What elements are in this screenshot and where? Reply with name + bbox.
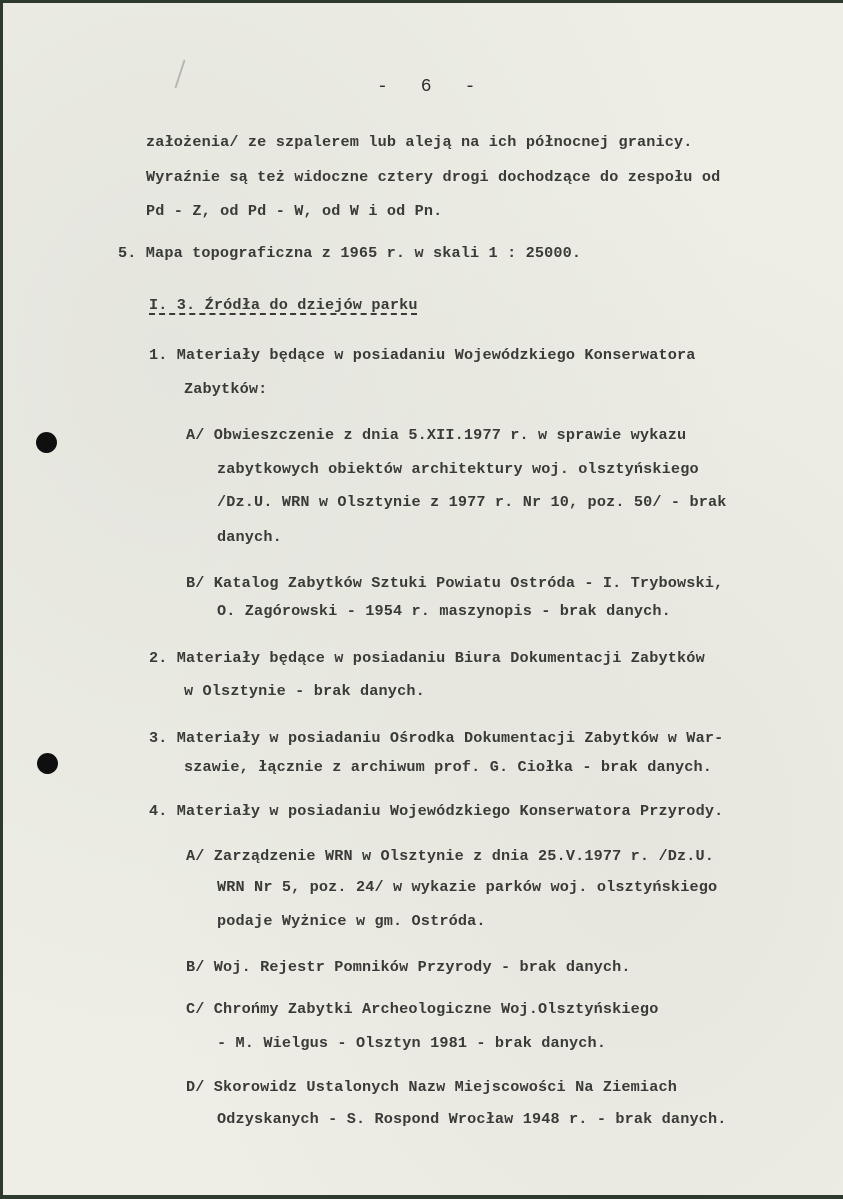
source-item-1a-cont: zabytkowych obiektów architektury woj. olsztyńskiego: [217, 460, 699, 478]
source-item-4d-cont: Odzyskanych - S. Rospond Wrocław 1948 r. - brak danych.: [217, 1110, 727, 1128]
source-item-4a: A/ Zarządzenie WRN w Olsztynie z dnia 25.V.1977 r. /Dz.U.: [186, 847, 715, 865]
page-number: - 6 -: [377, 77, 476, 97]
punch-hole-top: [36, 432, 57, 453]
source-item-1-cont: Zabytków:: [184, 380, 268, 398]
punch-hole-bottom: [37, 753, 58, 774]
text-line: założenia/ ze szpalerem lub aleją na ich północnej granicy.: [146, 133, 693, 151]
source-item-2-cont: w Olsztynie - brak danych.: [184, 682, 425, 700]
source-item-1a-cont: danych.: [217, 528, 282, 546]
source-item-2: 2. Materiały będące w posiadaniu Biura Dokumentacji Zabytków: [149, 649, 705, 667]
source-item-4: 4. Materiały w posiadaniu Wojewódzkiego Konserwatora Przyrody.: [149, 802, 724, 820]
source-item-3-cont: szawie, łącznie z archiwum prof. G. Ciołka - brak danych.: [184, 758, 713, 776]
source-item-3: 3. Materiały w posiadaniu Ośrodka Dokumentacji Zabytków w War-: [149, 729, 724, 747]
source-item-4d: D/ Skorowidz Ustalonych Nazw Miejscowości Na Ziemiach: [186, 1078, 677, 1096]
source-item-1a: A/ Obwieszczenie z dnia 5.XII.1977 r. w sprawie wykazu: [186, 426, 687, 444]
document-page: [3, 3, 843, 1195]
source-item-4c: C/ Chrońmy Zabytki Archeologiczne Woj.Olsztyńskiego: [186, 1000, 659, 1018]
source-item-1b: B/ Katalog Zabytków Sztuki Powiatu Ostróda - I. Trybowski,: [186, 574, 724, 592]
source-item-4b: B/ Woj. Rejestr Pomników Przyrody - brak danych.: [186, 958, 631, 976]
list-item-5: 5. Mapa topograficzna z 1965 r. w skali 1 : 25000.: [118, 244, 582, 262]
source-item-4c-cont: - M. Wielgus - Olsztyn 1981 - brak danych.: [217, 1034, 607, 1052]
source-item-1a-cont: /Dz.U. WRN w Olsztynie z 1977 r. Nr 10, poz. 50/ - brak: [217, 493, 727, 511]
source-item-1b-cont: O. Zagórowski - 1954 r. maszynopis - brak danych.: [217, 602, 671, 620]
section-heading: I. 3. Źródła do dziejów parku: [149, 296, 418, 314]
source-item-4a-cont: WRN Nr 5, poz. 24/ w wykazie parków woj. olsztyńskiego: [217, 878, 718, 896]
text-line: Pd - Z, od Pd - W, od W i od Pn.: [146, 202, 443, 220]
pencil-mark: [174, 59, 185, 88]
source-item-1: 1. Materiały będące w posiadaniu Wojewódzkiego Konserwatora: [149, 346, 696, 364]
text-line: Wyraźnie są też widoczne cztery drogi dochodzące do zespołu od: [146, 168, 721, 186]
source-item-4a-cont: podaje Wyżnice w gm. Ostróda.: [217, 912, 486, 930]
